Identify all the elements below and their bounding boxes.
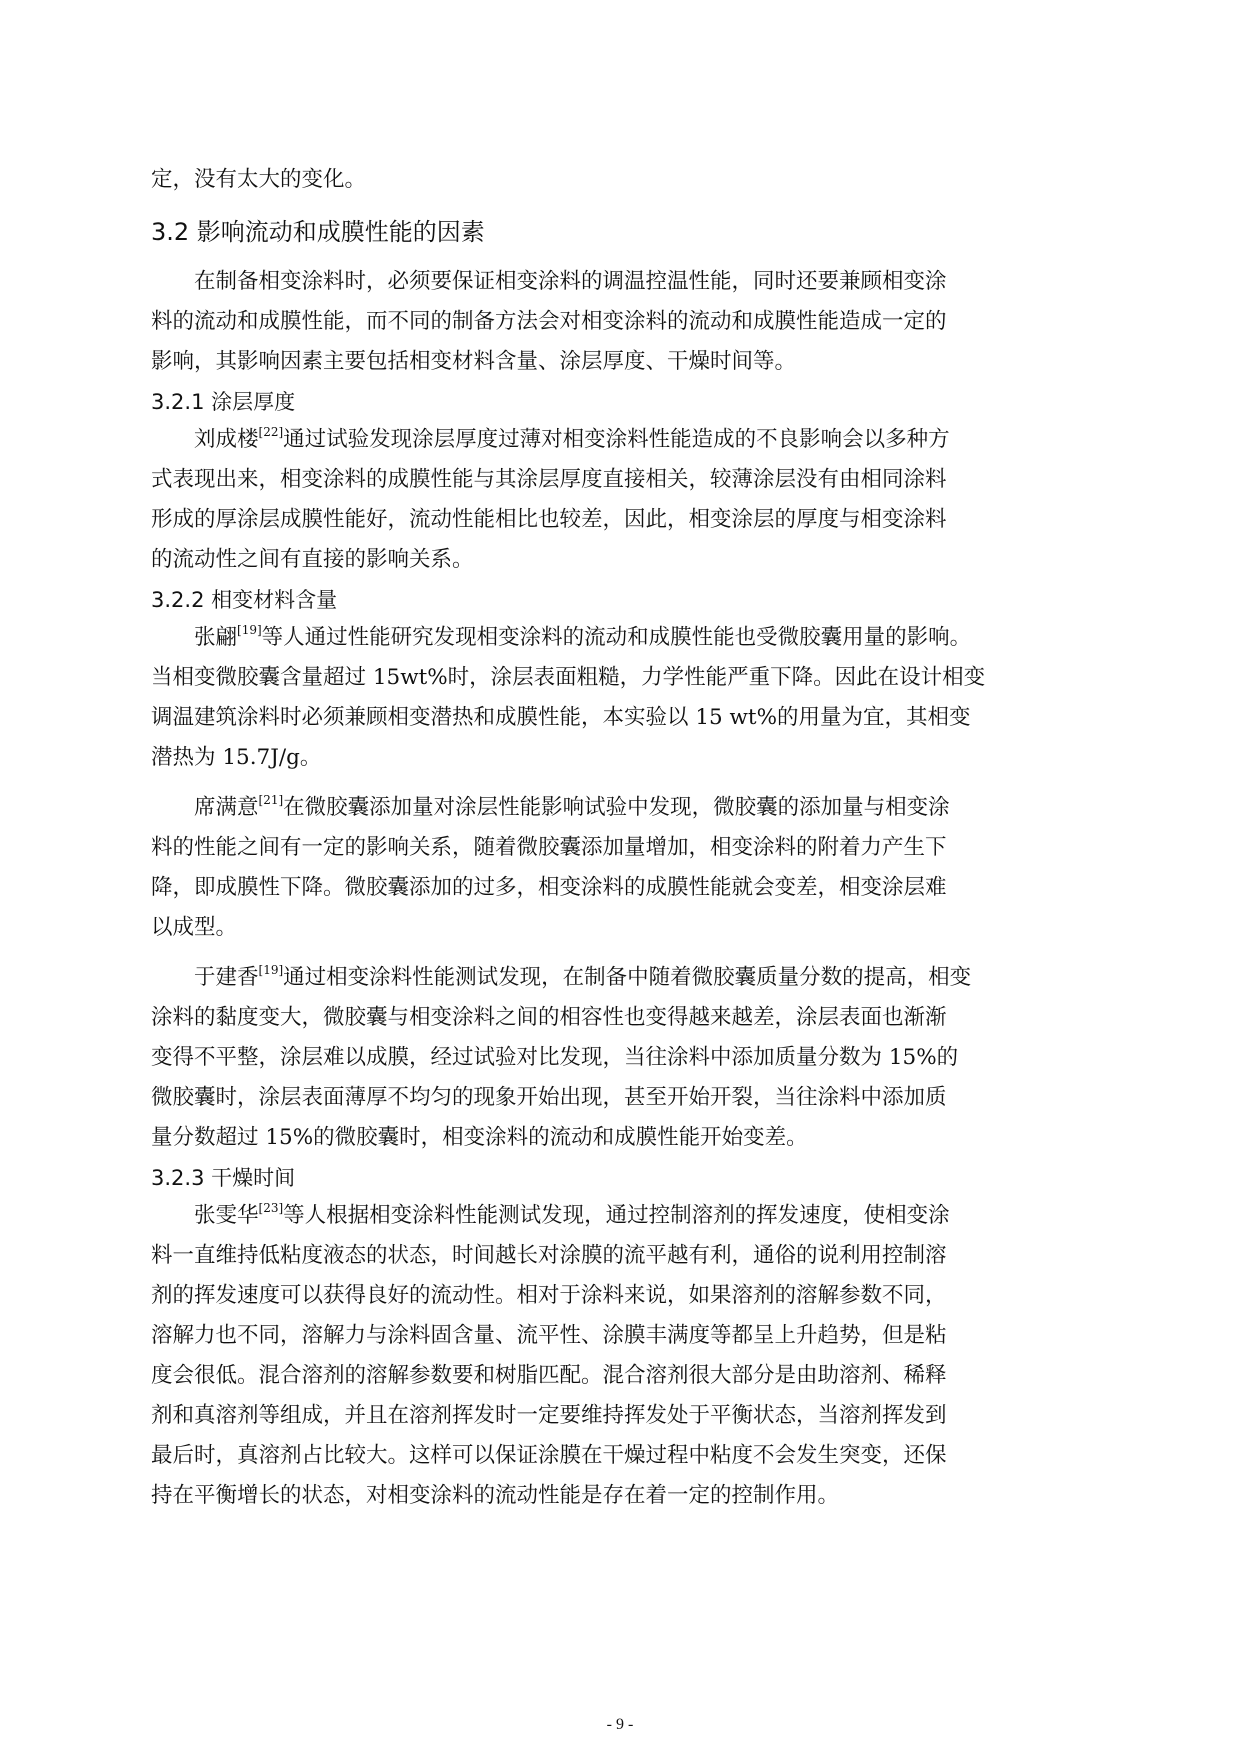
author-name: 席满意 xyxy=(194,795,259,820)
paragraph-line: 形成的厚涂层成膜性能好，流动性能相比也较差，因此，相变涂层的厚度与相变涂料 xyxy=(151,507,947,532)
citation-ref: [23] xyxy=(258,1201,284,1215)
intro-line: 影响，其影响因素主要包括相变材料含量、涂层厚度、干燥时间等。 xyxy=(151,349,797,374)
intro-line: 料的流动和成膜性能，而不同的制备方法会对相变涂料的流动和成膜性能造成一定的 xyxy=(151,309,947,334)
page-body xyxy=(151,160,1081,1516)
paragraph-drying-time xyxy=(151,1196,1081,1516)
paragraph-line: 调温建筑涂料时必须兼顾相变潜热和成膜性能，本实验以 15 wt%的用量为宜，其相变 xyxy=(151,705,971,730)
paragraph-line: 料的性能之间有一定的影响关系，随着微胶囊添加量增加，相变涂料的附着力产生下 xyxy=(151,835,947,860)
paragraph-line: 式表现出来，相变涂料的成膜性能与其涂层厚度直接相关，较薄涂层没有由相同涂料 xyxy=(151,467,947,492)
paragraph-text: 等人根据相变涂料性能测试发现，通过控制溶剂的挥发速度，使相变涂 xyxy=(283,1203,950,1228)
citation-ref: [19] xyxy=(258,963,284,977)
subsection-heading-3-2-1: 3.2.1 涂层厚度 xyxy=(151,390,296,414)
author-name: 张雯华 xyxy=(194,1203,259,1228)
page-number: - 9 - xyxy=(606,1716,634,1733)
paragraph-line: 降，即成膜性下降。微胶囊添加的过多，相变涂料的成膜性能就会变差，相变涂层难 xyxy=(151,875,947,900)
paragraph-line: 溶解力也不同，溶解力与涂料固含量、流平性、涂膜丰满度等都呈上升趋势，但是粘 xyxy=(151,1323,947,1348)
paragraph-material-content-1 xyxy=(151,618,1081,778)
paragraph-material-content-2 xyxy=(151,788,1081,948)
paragraph-line: 持在平衡增长的状态，对相变涂料的流动性能是存在着一定的控制作用。 xyxy=(151,1483,840,1508)
paragraph-line: 以成型。 xyxy=(151,915,238,940)
intro-line: 在制备相变涂料时，必须要保证相变涂料的调温控温性能，同时还要兼顾相变涂 xyxy=(194,269,947,294)
subsection-heading-3-2-3: 3.2.3 干燥时间 xyxy=(151,1166,296,1190)
paragraph-first-line xyxy=(151,618,1081,658)
citation-ref: [21] xyxy=(258,793,284,807)
paragraph-text: 通过相变涂料性能测试发现，在制备中随着微胶囊质量分数的提高，相变 xyxy=(283,965,972,990)
section-heading-3-2: 3.2 影响流动和成膜性能的因素 xyxy=(151,218,485,246)
paragraph-line: 剂的挥发速度可以获得良好的流动性。相对于涂料来说，如果溶剂的溶解参数不同， xyxy=(151,1283,947,1308)
author-name: 刘成楼 xyxy=(194,427,259,452)
paragraph-line: 变得不平整，涂层难以成膜，经过试验对比发现，当往涂料中添加质量分数为 15%的 xyxy=(151,1045,959,1070)
author-name: 于建香 xyxy=(194,965,259,990)
paragraph-line: 潜热为 15.7J/g。 xyxy=(151,745,322,770)
paragraph-first-line xyxy=(151,420,1081,460)
paragraph-line: 涂料的黏度变大，微胶囊与相变涂料之间的相容性也变得越来越差，涂层表面也渐渐 xyxy=(151,1005,947,1030)
paragraph-first-line xyxy=(151,788,1081,828)
paragraph-text: 在微胶囊添加量对涂层性能影响试验中发现，微胶囊的添加量与相变涂 xyxy=(283,795,950,820)
paragraph-coating-thickness xyxy=(151,420,1081,580)
continued-line: 定，没有太大的变化。 xyxy=(151,167,367,192)
author-name: 张翩 xyxy=(194,625,238,650)
paragraph-line: 的流动性之间有直接的影响关系。 xyxy=(151,547,474,572)
paragraph-line: 最后时，真溶剂占比较大。这样可以保证涂膜在干燥过程中粘度不会发生突变，还保 xyxy=(151,1443,947,1468)
paragraph-first-line xyxy=(151,958,1081,998)
paragraph-line: 微胶囊时，涂层表面薄厚不均匀的现象开始出现，甚至开始开裂，当往涂料中添加质 xyxy=(151,1085,947,1110)
intro-paragraph xyxy=(151,262,1081,382)
paragraph-material-content-3 xyxy=(151,958,1081,1158)
paragraph-text: 等人通过性能研究发现相变涂料的流动和成膜性能也受微胶囊用量的影响。 xyxy=(261,625,972,650)
paragraph-line: 当相变微胶囊含量超过 15wt%时，涂层表面粗糙，力学性能严重下降。因此在设计相变 xyxy=(151,665,986,690)
subsection-heading-3-2-2: 3.2.2 相变材料含量 xyxy=(151,588,338,612)
paragraph-line: 剂和真溶剂等组成，并且在溶剂挥发时一定要维持挥发处于平衡状态，当溶剂挥发到 xyxy=(151,1403,947,1428)
paragraph-line: 度会很低。混合溶剂的溶解参数要和树脂匹配。混合溶剂很大部分是由助溶剂、稀释 xyxy=(151,1363,947,1388)
paragraph-line: 料一直维持低粘度液态的状态，时间越长对涂膜的流平越有利，通俗的说利用控制溶 xyxy=(151,1243,947,1268)
citation-ref: [19] xyxy=(237,623,262,637)
citation-ref: [22] xyxy=(258,425,284,439)
paragraph-line: 量分数超过 15%的微胶囊时，相变涂料的流动和成膜性能开始变差。 xyxy=(151,1125,808,1150)
paragraph-first-line xyxy=(151,1196,1081,1236)
paragraph-text: 通过试验发现涂层厚度过薄对相变涂料性能造成的不良影响会以多种方 xyxy=(283,427,950,452)
